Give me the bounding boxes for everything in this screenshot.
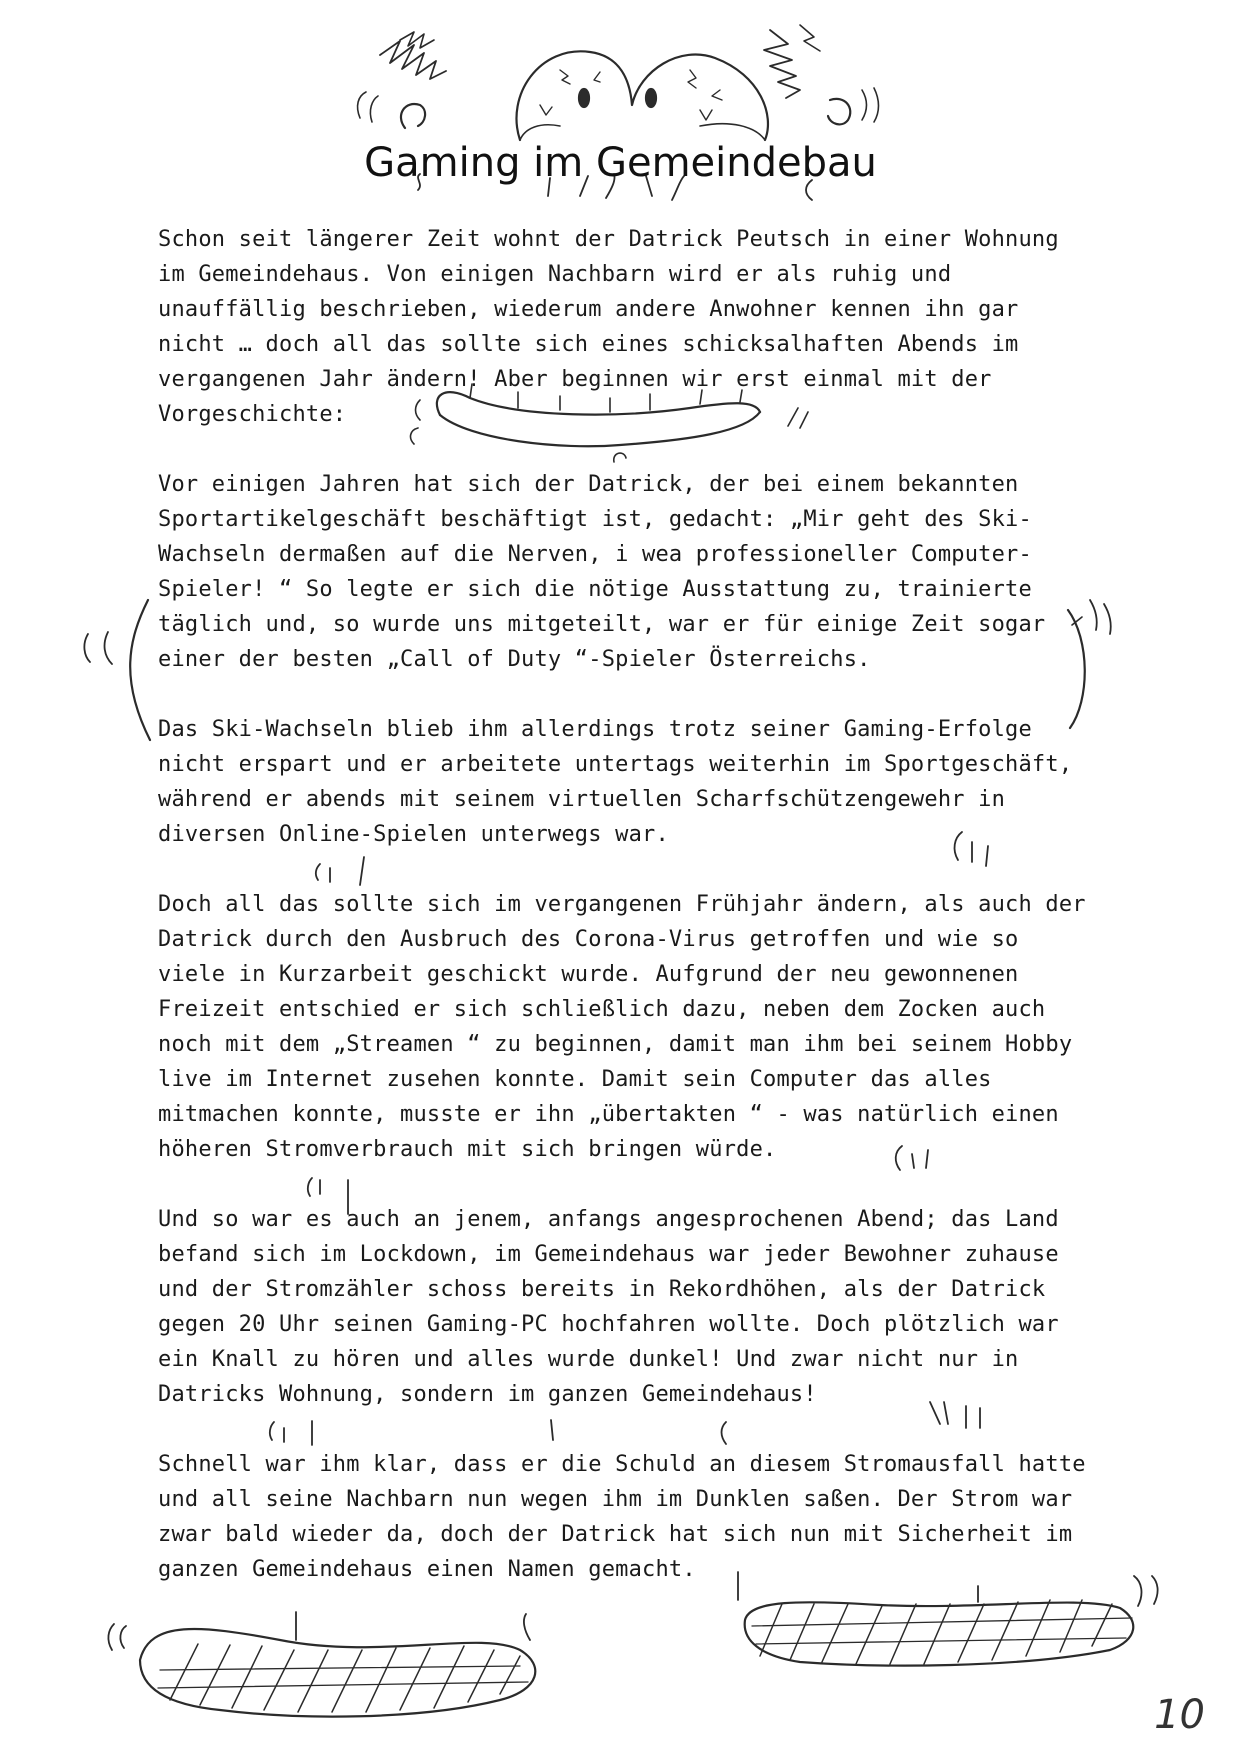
text-line: im Gemeindehaus. Von einigen Nachbarn wird er als ruhig und <box>158 262 952 287</box>
text-line: Vorgeschichte: <box>158 402 347 427</box>
text-line: Schon seit längerer Zeit wohnt der Datrick Peutsch in einer Wohnung <box>158 227 1059 252</box>
text-line: während er abends mit seinem virtuellen Scharfschützengewehr in <box>158 787 1006 812</box>
paragraph <box>158 467 1108 677</box>
text-line: vergangenen Jahr ändern! Aber beginnen wir erst einmal mit der <box>158 367 992 392</box>
text-line: mitmachen konnte, musste er ihn „übertakten “ - was natürlich einen <box>158 1102 1059 1127</box>
text-line: gegen 20 Uhr seinen Gaming-PC hochfahren wollte. Doch plötzlich war <box>158 1312 1059 1337</box>
page-title: Gaming im Gemeindebau <box>364 140 877 186</box>
text-line: ganzen Gemeindehaus einen Namen gemacht. <box>158 1557 696 1582</box>
text-line: ein Knall zu hören und alles wurde dunkel! Und zwar nicht nur in <box>158 1347 1019 1372</box>
paragraph <box>158 712 1108 852</box>
text-line: zwar bald wieder da, doch der Datrick hat sich nun mit Sicherheit im <box>158 1522 1073 1547</box>
text-line: Datricks Wohnung, sondern im ganzen Gemeindehaus! <box>158 1382 817 1407</box>
text-line: unauffällig beschrieben, wiederum andere Anwohner kennen ihn gar <box>158 297 1019 322</box>
text-line: Vor einigen Jahren hat sich der Datrick, der bei einem bekannten <box>158 472 1019 497</box>
text-line: Freizeit entschied er sich schließlich dazu, neben dem Zocken auch <box>158 997 1046 1022</box>
bottom-left-hatched-oval <box>108 1612 535 1717</box>
text-line: Spieler! “ So legte er sich die nötige Ausstattung zu, trainierte <box>158 577 1032 602</box>
text-line: Datrick durch den Ausbruch des Corona-Virus getroffen und wie so <box>158 927 1019 952</box>
text-line: nicht erspart und er arbeitete untertags weiterhin im Sportgeschäft, <box>158 752 1073 777</box>
paragraph <box>158 222 1108 432</box>
left-bracket-scribble <box>84 600 150 740</box>
text-line: täglich und, so wurde uns mitgeteilt, war er für einige Zeit sogar <box>158 612 1046 637</box>
text-line: viele in Kurzarbeit geschickt wurde. Aufgrund der neu gewonnenen <box>158 962 1019 987</box>
paragraph <box>158 1202 1108 1412</box>
text-line: und all seine Nachbarn nun wegen ihm im Dunklen saßen. Der Strom war <box>158 1487 1073 1512</box>
paragraph <box>158 887 1108 1167</box>
page-number: 10 <box>1154 1692 1205 1738</box>
text-line: und der Stromzähler schoss bereits in Rekordhöhen, als der Datrick <box>158 1277 1046 1302</box>
text-line: Wachseln dermaßen auf die Nerven, i wea professioneller Computer- <box>158 542 1032 567</box>
paragraph <box>158 1447 1108 1587</box>
article-body <box>158 222 1108 1622</box>
text-line: einer der besten „Call of Duty “-Spieler Österreichs. <box>158 647 871 672</box>
text-line: nicht … doch all das sollte sich eines schicksalhaften Abends im <box>158 332 1019 357</box>
text-line: Sportartikelgeschäft beschäftigt ist, gedacht: „Mir geht des Ski- <box>158 507 1032 532</box>
text-line: diversen Online-Spielen unterwegs war. <box>158 822 669 847</box>
text-line: befand sich im Lockdown, im Gemeindehaus war jeder Bewohner zuhause <box>158 1242 1059 1267</box>
text-line: Das Ski-Wachseln blieb ihm allerdings trotz seiner Gaming-Erfolge <box>158 717 1032 742</box>
text-line: höheren Stromverbrauch mit sich bringen würde. <box>158 1137 777 1162</box>
text-line: live im Internet zusehen konnte. Damit sein Computer das alles <box>158 1067 992 1092</box>
text-line: Doch all das sollte sich im vergangenen Frühjahr ändern, als auch der <box>158 892 1086 917</box>
text-line: Und so war es auch an jenem, anfangs angesprochenen Abend; das Land <box>158 1207 1059 1232</box>
text-line: Schnell war ihm klar, dass er die Schuld an diesem Stromausfall hatte <box>158 1452 1086 1477</box>
text-line: noch mit dem „Streamen “ zu beginnen, damit man ihm bei seinem Hobby <box>158 1032 1073 1057</box>
